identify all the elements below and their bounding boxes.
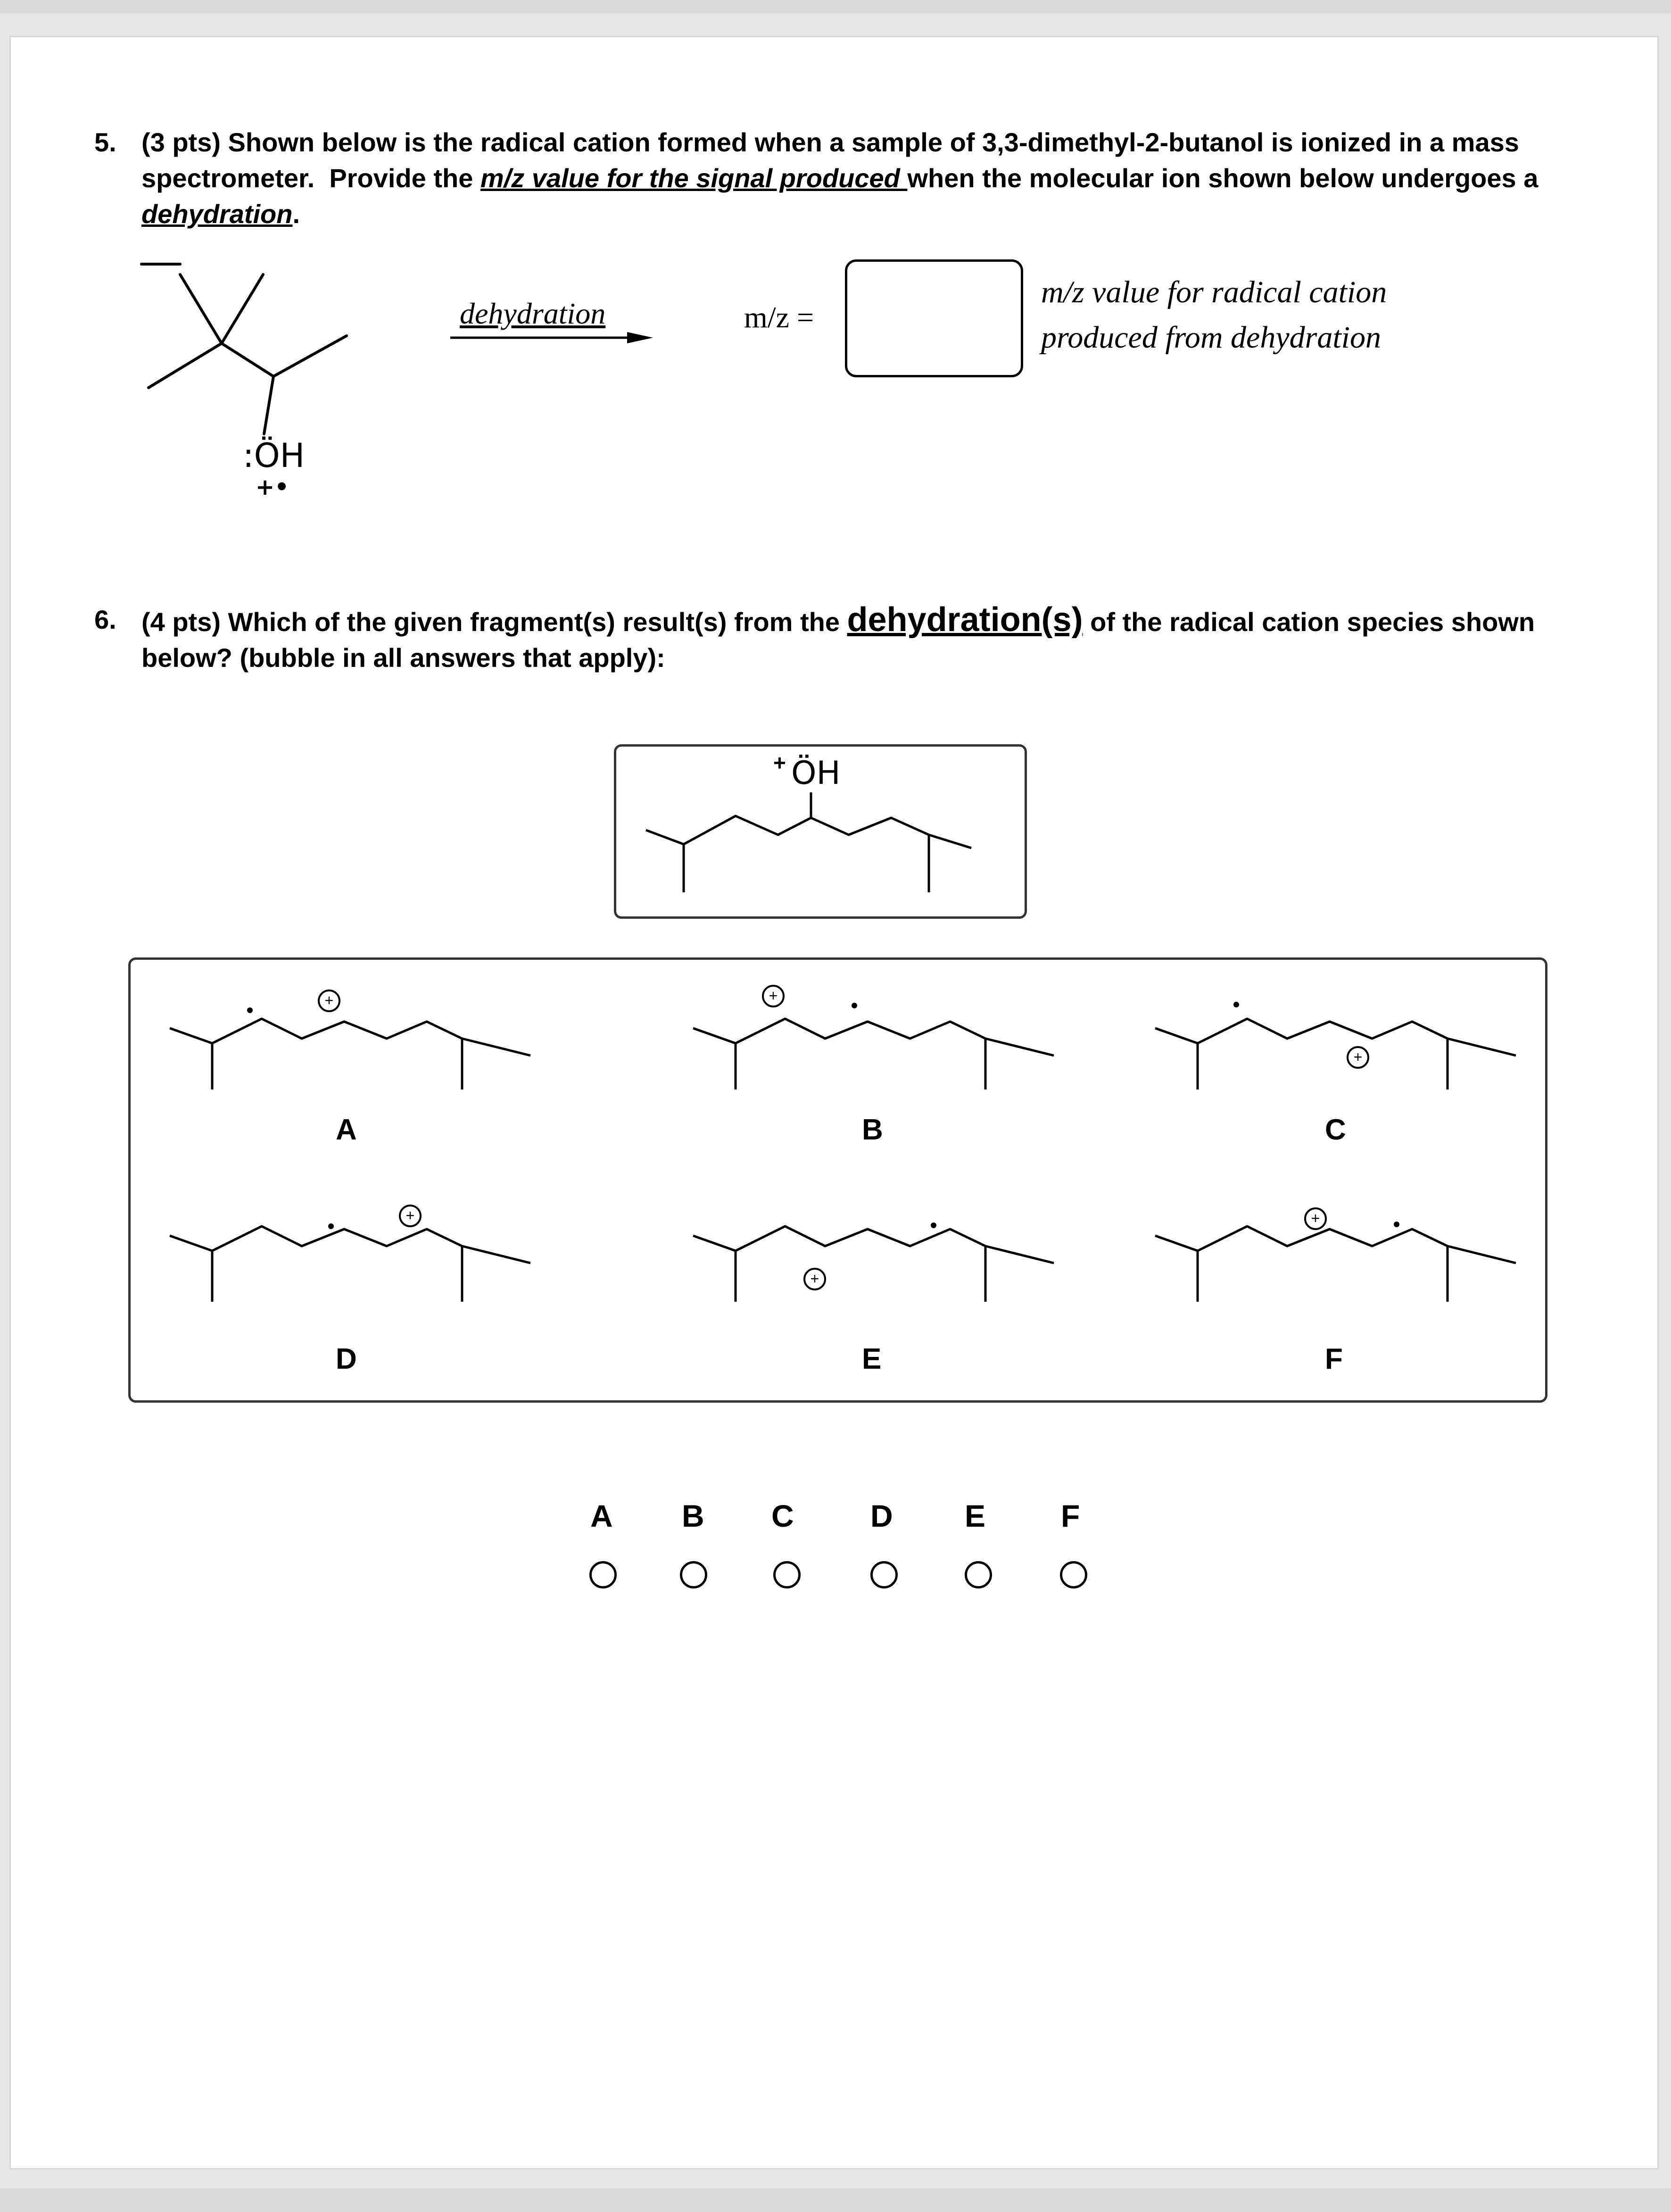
choice-f-label: F [1061, 1498, 1080, 1533]
question-5-text [141, 125, 1538, 232]
dehydration-arrow-label: dehydration [460, 297, 606, 330]
fragment-a-label: A [336, 1114, 357, 1146]
fragment-f-label: F [1325, 1343, 1343, 1375]
fragment-d-radical-dot [328, 1223, 334, 1229]
fragment-e-plus: + [810, 1270, 819, 1287]
fragment-b-plus: + [769, 987, 778, 1004]
question-6 [94, 602, 1627, 687]
fragment-e [688, 1207, 1066, 1321]
question-6-text [141, 602, 1535, 676]
q6-species-hydroxyl: ÖH [791, 755, 841, 792]
question-5-line2 [141, 160, 1538, 196]
fragment-a [165, 986, 542, 1099]
q5-line2-underlined: m/z value for the signal produced [480, 163, 908, 193]
bottom-bar [0, 2188, 1671, 2212]
choice-d-label: D [870, 1498, 893, 1533]
mz-note [1041, 270, 1387, 360]
choice-b-bubble[interactable] [680, 1561, 707, 1588]
q5-hydroxyl-label: :ÖH [243, 436, 305, 475]
mz-note-line1: m/z value for radical cation [1041, 275, 1387, 309]
fragment-f-plus: + [1311, 1210, 1320, 1227]
choice-e-bubble[interactable] [965, 1561, 992, 1588]
q6-species-charge: + [773, 750, 786, 775]
fragment-d-label: D [336, 1343, 357, 1375]
q6-line1-emphasis: dehydration(s) [847, 601, 1083, 639]
fragment-e-label: E [862, 1343, 882, 1375]
choice-c-label: C [771, 1498, 794, 1533]
fragment-f [1150, 1207, 1528, 1321]
top-bar [0, 0, 1671, 13]
fragment-d-plus: + [405, 1207, 415, 1224]
q5-line3-underlined: dehydration [141, 199, 293, 229]
dehydration-arrow [450, 330, 658, 349]
fragment-c-plus: + [1353, 1048, 1363, 1065]
fragment-b [688, 986, 1066, 1099]
q6-line1-start: (4 pts) Which of the given fragment(s) result(s) from the [141, 607, 847, 637]
question-6-line1 [141, 602, 1535, 640]
mz-label: m/z = [744, 300, 814, 334]
fragment-a-radical-dot [247, 1007, 253, 1013]
q6-line1-end: of the radical cation species shown [1083, 607, 1535, 637]
q5-line3-period: . [292, 199, 300, 229]
fragment-d [165, 1207, 542, 1321]
fragment-a-plus: + [324, 992, 334, 1009]
question-5-line1: (3 pts) Shown below is the radical cation formed when a sample of 3,3-dimethyl-2-butanol is ionized in a mass [141, 127, 1519, 157]
fragment-f-radical-dot [1394, 1222, 1399, 1227]
fragment-b-label: B [862, 1114, 883, 1146]
choice-f-bubble[interactable] [1060, 1561, 1087, 1588]
question-5-number: 5. [94, 127, 116, 157]
fragment-c [1150, 986, 1528, 1099]
q5-line2-end: when the molecular ion shown below undergoes a [907, 163, 1539, 193]
q5-line2-start: spectrometer. Provide the [141, 163, 480, 193]
q5-radical-cation-symbol: +• [256, 474, 289, 500]
choice-b-label: B [682, 1498, 704, 1533]
question-6-line2: below? (bubble in all answers that apply): [141, 643, 665, 673]
choice-e-label: E [965, 1498, 986, 1533]
fragment-c-radical-dot [1233, 1002, 1239, 1007]
choice-a-label: A [590, 1498, 613, 1533]
mz-answer-box[interactable] [845, 259, 1023, 377]
question-5-line3 [141, 196, 1538, 232]
choice-d-bubble[interactable] [870, 1561, 898, 1588]
mz-note-line2: produced from dehydration [1041, 320, 1381, 355]
fragment-e-radical-dot [931, 1222, 936, 1228]
choice-a-bubble[interactable] [589, 1561, 617, 1588]
fragment-b-radical-dot [852, 1003, 857, 1008]
question-5 [94, 125, 1603, 238]
fragment-c-label: C [1325, 1114, 1346, 1146]
question-6-number: 6. [94, 605, 116, 634]
choice-c-bubble[interactable] [773, 1561, 801, 1588]
q6-species-skeleton [641, 778, 1018, 901]
